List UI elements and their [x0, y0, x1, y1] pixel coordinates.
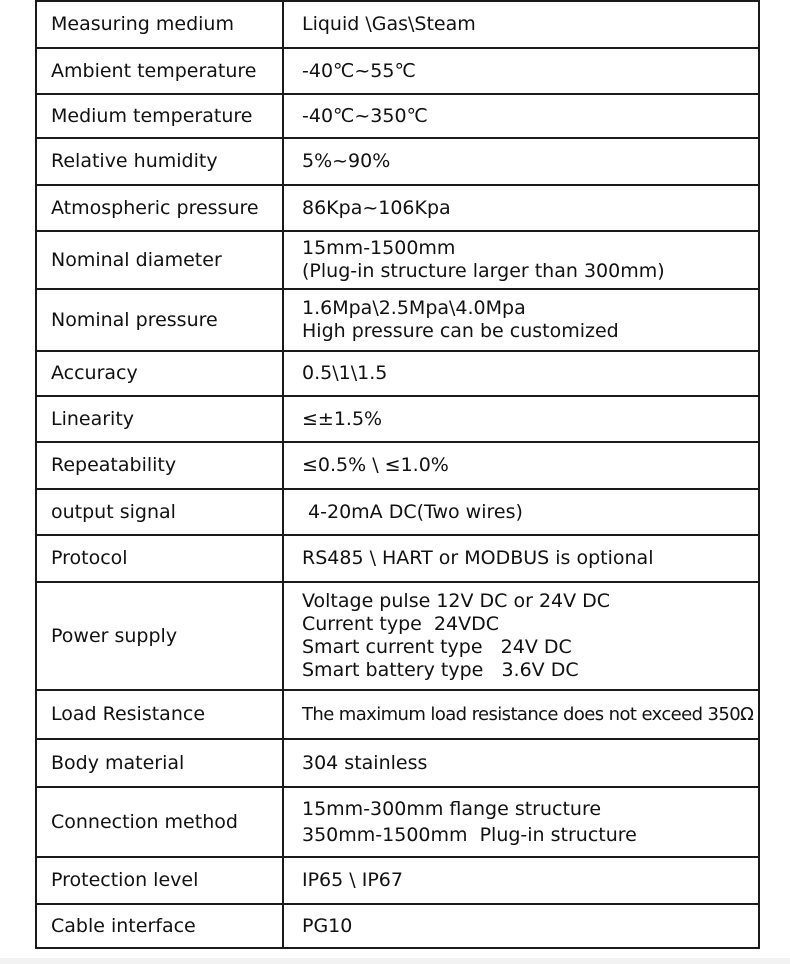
spec-value — [283, 94, 759, 138]
specification-table — [35, 0, 760, 949]
spec-value-line: 4-20mA DC(Two wires) — [302, 500, 523, 523]
spec-value-line: Voltage pulse 12V DC or 24V DC — [302, 590, 611, 612]
spec-label: Protection level — [36, 857, 283, 904]
spec-row-protocol — [36, 535, 759, 582]
spec-value-line: 5%~90% — [302, 150, 391, 172]
spec-value-line: 15mm-1500mm — [302, 237, 456, 259]
spec-row-ambient-temperature — [36, 48, 759, 94]
spec-row-nominal-pressure — [36, 289, 759, 351]
spec-value — [283, 442, 759, 489]
spec-value — [283, 690, 759, 739]
spec-value — [283, 489, 759, 535]
spec-row-relative-humidity — [36, 138, 759, 185]
spec-value — [283, 1, 759, 48]
spec-row-load-resistance — [36, 690, 759, 739]
spec-value — [283, 48, 759, 94]
spec-value — [283, 787, 759, 857]
spec-value-line: ≤0.5% \ ≤1.0% — [302, 454, 449, 476]
spec-row-linearity — [36, 396, 759, 442]
spec-value — [283, 185, 759, 231]
spec-value-line: Smart current type 24V DC — [302, 636, 572, 658]
spec-value-line: (Plug-in structure larger than 300mm) — [302, 260, 665, 282]
spec-label: Nominal diameter — [36, 231, 283, 289]
spec-row-power-supply — [36, 582, 759, 690]
spec-row-output-signal — [36, 489, 759, 535]
spec-value — [283, 904, 759, 948]
spec-value-line: Liquid \Gas\Steam — [302, 13, 476, 35]
spec-value-line: IP65 \ IP67 — [302, 869, 403, 891]
spec-value-line: PG10 — [302, 914, 353, 937]
spec-value-line: Smart battery type 3.6V DC — [302, 659, 579, 681]
spec-label: Ambient temperature — [36, 48, 283, 94]
spec-value-line: The maximum load resistance does not exceed 350Ω — [302, 704, 754, 725]
spec-label: Relative humidity — [36, 138, 283, 185]
spec-row-protection-level — [36, 857, 759, 904]
spec-row-repeatability — [36, 442, 759, 489]
spec-value — [283, 582, 759, 690]
spec-label: Connection method — [36, 787, 283, 857]
spec-label: Protocol — [36, 535, 283, 582]
spec-value-line: RS485 \ HART or MODBUS is optional — [302, 547, 654, 569]
spec-row-atmospheric-pressure — [36, 185, 759, 231]
specification-table-body — [36, 1, 759, 948]
spec-value — [283, 351, 759, 396]
spec-row-measuring-medium — [36, 1, 759, 48]
spec-value — [283, 857, 759, 904]
spec-value — [283, 231, 759, 289]
spec-value — [283, 289, 759, 351]
spec-label: Power supply — [36, 582, 283, 690]
spec-label: Cable interface — [36, 904, 283, 948]
bottom-divider — [0, 958, 790, 964]
spec-value-line: 350mm-1500mm Plug-in structure — [302, 824, 637, 846]
spec-row-connection-method — [36, 787, 759, 857]
spec-value-line: ≤±1.5% — [302, 407, 383, 430]
spec-label: Medium temperature — [36, 94, 283, 138]
spec-row-medium-temperature — [36, 94, 759, 138]
spec-value — [283, 396, 759, 442]
spec-label: Atmospheric pressure — [36, 185, 283, 231]
spec-row-body-material — [36, 739, 759, 787]
spec-label: Repeatability — [36, 442, 283, 489]
spec-label: output signal — [36, 489, 283, 535]
spec-value-line: 1.6Mpa\2.5Mpa\4.0Mpa — [302, 297, 526, 319]
spec-value — [283, 138, 759, 185]
spec-value-line: 304 stainless — [302, 751, 428, 774]
spec-row-cable-interface — [36, 904, 759, 948]
spec-value-line: 86Kpa~106Kpa — [302, 196, 451, 219]
spec-value-line: 15mm-300mm flange structure — [302, 798, 602, 820]
spec-value-line: Current type 24VDC — [302, 613, 499, 635]
spec-label: Body material — [36, 739, 283, 787]
spec-value — [283, 739, 759, 787]
spec-value-line: 0.5\1\1.5 — [302, 362, 388, 384]
spec-value — [283, 535, 759, 582]
spec-label: Linearity — [36, 396, 283, 442]
spec-label: Measuring medium — [36, 1, 283, 48]
spec-value-line: -40℃~55℃ — [302, 59, 416, 82]
spec-label: Load Resistance — [36, 690, 283, 739]
spec-label: Nominal pressure — [36, 289, 283, 351]
spec-value-line: High pressure can be customized — [302, 320, 619, 342]
spec-row-accuracy — [36, 351, 759, 396]
spec-label: Accuracy — [36, 351, 283, 396]
spec-row-nominal-diameter — [36, 231, 759, 289]
spec-value-line: -40℃~350℃ — [302, 104, 428, 127]
